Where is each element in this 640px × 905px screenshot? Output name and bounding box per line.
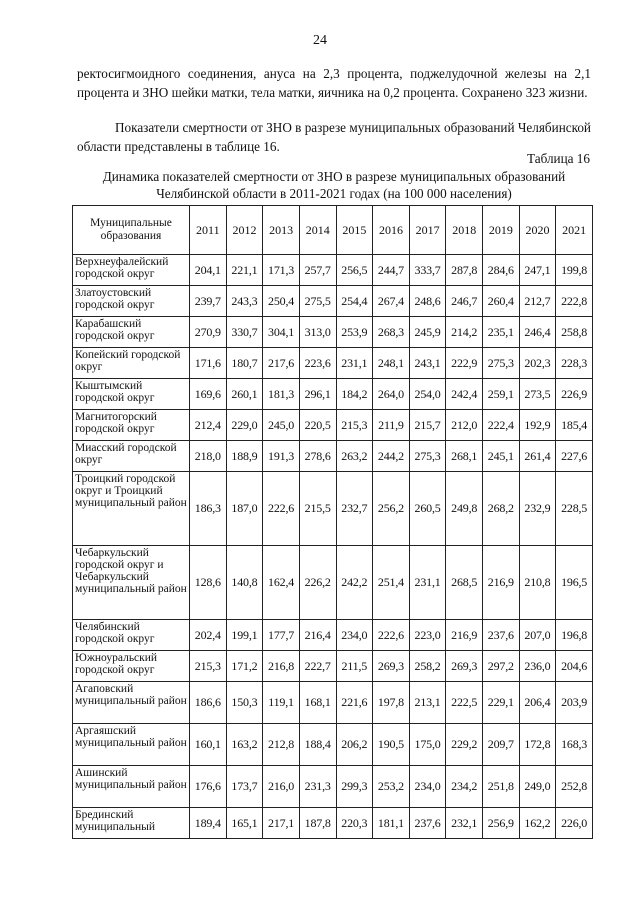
mortality-value-cell: 258,8	[556, 317, 593, 348]
mortality-value-cell: 190,5	[373, 724, 410, 766]
mortality-value-cell: 199,1	[226, 620, 263, 651]
mortality-value-cell: 245,0	[263, 410, 300, 441]
mortality-value-cell: 180,7	[226, 348, 263, 379]
mortality-value-cell: 192,9	[519, 410, 556, 441]
mortality-value-cell: 253,9	[336, 317, 373, 348]
mortality-value-cell: 278,6	[299, 441, 336, 472]
mortality-value-cell: 215,3	[336, 410, 373, 441]
mortality-value-cell: 232,1	[446, 808, 483, 839]
mortality-value-cell: 251,4	[373, 546, 410, 620]
municipality-name-cell: Чебаркульский городской округ и Чебаркульский муниципальный район	[73, 546, 190, 620]
column-header-year: 2019	[483, 206, 520, 255]
municipality-name-cell: Троицкий городской округ и Троицкий муниципальный район	[73, 472, 190, 546]
mortality-value-cell: 212,4	[190, 410, 227, 441]
mortality-value-cell: 226,2	[299, 546, 336, 620]
mortality-value-cell: 160,1	[190, 724, 227, 766]
mortality-value-cell: 269,3	[373, 651, 410, 682]
mortality-value-cell: 232,7	[336, 472, 373, 546]
mortality-value-cell: 268,1	[446, 441, 483, 472]
mortality-value-cell: 249,8	[446, 472, 483, 546]
mortality-value-cell: 231,1	[409, 546, 446, 620]
table-row	[73, 441, 593, 472]
mortality-value-cell: 171,6	[190, 348, 227, 379]
body-paragraph: ректосигмоидного соединения, ануса на 2,3 процента, поджелудочной железы на 2,1 процента и ЗНО шейки матки, тела матки, яичника на 0,2 процента. Сохранено 323 жизни.	[77, 66, 591, 100]
mortality-value-cell: 220,3	[336, 808, 373, 839]
mortality-value-cell: 254,0	[409, 379, 446, 410]
mortality-value-cell: 176,6	[190, 766, 227, 808]
mortality-value-cell: 217,6	[263, 348, 300, 379]
mortality-value-cell: 256,9	[483, 808, 520, 839]
mortality-value-cell: 181,3	[263, 379, 300, 410]
mortality-value-cell: 333,7	[409, 255, 446, 286]
mortality-value-cell: 243,3	[226, 286, 263, 317]
mortality-value-cell: 244,7	[373, 255, 410, 286]
mortality-value-cell: 220,5	[299, 410, 336, 441]
mortality-value-cell: 171,2	[226, 651, 263, 682]
mortality-value-cell: 222,9	[446, 348, 483, 379]
mortality-value-cell: 217,1	[263, 808, 300, 839]
mortality-value-cell: 234,2	[446, 766, 483, 808]
mortality-value-cell: 222,6	[263, 472, 300, 546]
column-header-year: 2016	[373, 206, 410, 255]
mortality-value-cell: 215,7	[409, 410, 446, 441]
mortality-value-cell: 222,8	[556, 286, 593, 317]
mortality-value-cell: 229,2	[446, 724, 483, 766]
table-row	[73, 472, 593, 546]
municipality-name-cell: Ашинский муниципальный район	[73, 766, 190, 808]
mortality-table	[72, 205, 593, 839]
column-header-year: 2012	[226, 206, 263, 255]
municipality-name-cell: Магнитогорский городской округ	[73, 410, 190, 441]
mortality-value-cell: 246,4	[519, 317, 556, 348]
column-header-year: 2011	[190, 206, 227, 255]
mortality-value-cell: 252,8	[556, 766, 593, 808]
mortality-value-cell: 260,1	[226, 379, 263, 410]
mortality-value-cell: 162,4	[263, 546, 300, 620]
mortality-value-cell: 162,2	[519, 808, 556, 839]
column-header-year: 2013	[263, 206, 300, 255]
mortality-value-cell: 261,4	[519, 441, 556, 472]
table-row	[73, 286, 593, 317]
mortality-value-cell: 172,8	[519, 724, 556, 766]
mortality-value-cell: 196,8	[556, 620, 593, 651]
mortality-value-cell: 215,3	[190, 651, 227, 682]
mortality-value-cell: 250,4	[263, 286, 300, 317]
mortality-value-cell: 237,6	[483, 620, 520, 651]
column-header-year: 2017	[409, 206, 446, 255]
mortality-value-cell: 227,6	[556, 441, 593, 472]
mortality-value-cell: 197,8	[373, 682, 410, 724]
table-row	[73, 546, 593, 620]
mortality-value-cell: 191,3	[263, 441, 300, 472]
mortality-value-cell: 313,0	[299, 317, 336, 348]
mortality-value-cell: 229,1	[483, 682, 520, 724]
mortality-value-cell: 221,6	[336, 682, 373, 724]
mortality-value-cell: 232,9	[519, 472, 556, 546]
mortality-value-cell: 239,7	[190, 286, 227, 317]
column-header-year: 2020	[519, 206, 556, 255]
page-number: 24	[313, 33, 327, 48]
mortality-value-cell: 268,5	[446, 546, 483, 620]
mortality-value-cell: 215,5	[299, 472, 336, 546]
mortality-value-cell: 181,1	[373, 808, 410, 839]
mortality-value-cell: 202,3	[519, 348, 556, 379]
mortality-value-cell: 216,8	[263, 651, 300, 682]
mortality-value-cell: 222,4	[483, 410, 520, 441]
mortality-value-cell: 256,5	[336, 255, 373, 286]
column-header-year: 2015	[336, 206, 373, 255]
column-header-year: 2018	[446, 206, 483, 255]
mortality-value-cell: 168,1	[299, 682, 336, 724]
table-row	[73, 379, 593, 410]
table-row	[73, 255, 593, 286]
mortality-value-cell: 254,4	[336, 286, 373, 317]
mortality-value-cell: 211,5	[336, 651, 373, 682]
body-paragraph: Показатели смертности от ЗНО в разрезе муниципальных образований Челябинской области представлены в таблице 16.	[77, 120, 591, 154]
mortality-value-cell: 196,5	[556, 546, 593, 620]
mortality-value-cell: 216,4	[299, 620, 336, 651]
mortality-value-cell: 253,2	[373, 766, 410, 808]
mortality-value-cell: 257,7	[299, 255, 336, 286]
mortality-value-cell: 304,1	[263, 317, 300, 348]
table-row	[73, 651, 593, 682]
mortality-value-cell: 256,2	[373, 472, 410, 546]
mortality-value-cell: 212,0	[446, 410, 483, 441]
municipality-name-cell: Агаповский муниципальный район	[73, 682, 190, 724]
mortality-value-cell: 222,5	[446, 682, 483, 724]
mortality-value-cell: 210,8	[519, 546, 556, 620]
mortality-value-cell: 165,1	[226, 808, 263, 839]
mortality-value-cell: 186,3	[190, 472, 227, 546]
table-header-row	[73, 206, 593, 255]
mortality-value-cell: 264,0	[373, 379, 410, 410]
mortality-value-cell: 204,1	[190, 255, 227, 286]
mortality-value-cell: 287,8	[446, 255, 483, 286]
mortality-value-cell: 186,6	[190, 682, 227, 724]
mortality-value-cell: 267,4	[373, 286, 410, 317]
mortality-value-cell: 207,0	[519, 620, 556, 651]
mortality-value-cell: 222,7	[299, 651, 336, 682]
mortality-value-cell: 297,2	[483, 651, 520, 682]
mortality-value-cell: 218,0	[190, 441, 227, 472]
mortality-value-cell: 258,2	[409, 651, 446, 682]
mortality-value-cell: 189,4	[190, 808, 227, 839]
mortality-value-cell: 119,1	[263, 682, 300, 724]
municipality-name-cell: Челябинский городской округ	[73, 620, 190, 651]
municipality-name-cell: Миасский городской округ	[73, 441, 190, 472]
mortality-value-cell: 263,2	[336, 441, 373, 472]
column-header-municipality: Муниципальные образования	[73, 206, 190, 255]
mortality-value-cell: 214,2	[446, 317, 483, 348]
mortality-value-cell: 299,3	[336, 766, 373, 808]
mortality-value-cell: 234,0	[336, 620, 373, 651]
mortality-value-cell: 270,9	[190, 317, 227, 348]
mortality-value-cell: 275,3	[409, 441, 446, 472]
mortality-value-cell: 185,4	[556, 410, 593, 441]
mortality-value-cell: 163,2	[226, 724, 263, 766]
mortality-value-cell: 245,1	[483, 441, 520, 472]
mortality-value-cell: 175,0	[409, 724, 446, 766]
mortality-value-cell: 235,1	[483, 317, 520, 348]
mortality-value-cell: 150,3	[226, 682, 263, 724]
mortality-value-cell: 268,3	[373, 317, 410, 348]
mortality-value-cell: 231,3	[299, 766, 336, 808]
mortality-value-cell: 216,9	[483, 546, 520, 620]
mortality-value-cell: 188,4	[299, 724, 336, 766]
mortality-value-cell: 222,6	[373, 620, 410, 651]
mortality-value-cell: 228,5	[556, 472, 593, 546]
mortality-value-cell: 242,4	[446, 379, 483, 410]
mortality-value-cell: 223,6	[299, 348, 336, 379]
mortality-value-cell: 177,7	[263, 620, 300, 651]
mortality-value-cell: 229,0	[226, 410, 263, 441]
mortality-value-cell: 173,7	[226, 766, 263, 808]
mortality-value-cell: 213,1	[409, 682, 446, 724]
table-row	[73, 620, 593, 651]
table-label: Таблица 16	[527, 151, 590, 166]
mortality-value-cell: 330,7	[226, 317, 263, 348]
mortality-value-cell: 168,3	[556, 724, 593, 766]
mortality-value-cell: 237,6	[409, 808, 446, 839]
column-header-year: 2014	[299, 206, 336, 255]
table-row	[73, 766, 593, 808]
municipality-name-cell: Кыштымский городской округ	[73, 379, 190, 410]
mortality-value-cell: 284,6	[483, 255, 520, 286]
mortality-value-cell: 216,0	[263, 766, 300, 808]
mortality-value-cell: 211,9	[373, 410, 410, 441]
mortality-value-cell: 248,1	[373, 348, 410, 379]
table-caption: Динамика показателей смертности от ЗНО в разрезе муниципальных образований Челябинской области в 2011-2021 годах (на 100 000 населения)	[102, 169, 566, 201]
mortality-value-cell: 187,8	[299, 808, 336, 839]
municipality-name-cell: Копейский городской округ	[73, 348, 190, 379]
mortality-value-cell: 296,1	[299, 379, 336, 410]
mortality-value-cell: 260,4	[483, 286, 520, 317]
mortality-value-cell: 268,2	[483, 472, 520, 546]
municipality-name-cell: Верхнеуфалейский городской округ	[73, 255, 190, 286]
mortality-value-cell: 223,0	[409, 620, 446, 651]
table-row	[73, 317, 593, 348]
mortality-value-cell: 199,8	[556, 255, 593, 286]
column-header-year: 2021	[556, 206, 593, 255]
mortality-value-cell: 231,1	[336, 348, 373, 379]
mortality-value-cell: 140,8	[226, 546, 263, 620]
mortality-value-cell: 171,3	[263, 255, 300, 286]
mortality-value-cell: 248,6	[409, 286, 446, 317]
municipality-name-cell: Карабашский городской округ	[73, 317, 190, 348]
mortality-value-cell: 187,0	[226, 472, 263, 546]
mortality-value-cell: 273,5	[519, 379, 556, 410]
municipality-name-cell: Аргаяшский муниципальный район	[73, 724, 190, 766]
mortality-value-cell: 247,1	[519, 255, 556, 286]
mortality-value-cell: 228,3	[556, 348, 593, 379]
table-row	[73, 410, 593, 441]
municipality-name-cell: Златоустовский городской округ	[73, 286, 190, 317]
mortality-value-cell: 243,1	[409, 348, 446, 379]
mortality-value-cell: 269,3	[446, 651, 483, 682]
table-row	[73, 808, 593, 839]
mortality-value-cell: 212,8	[263, 724, 300, 766]
mortality-value-cell: 216,9	[446, 620, 483, 651]
mortality-value-cell: 203,9	[556, 682, 593, 724]
mortality-value-cell: 204,6	[556, 651, 593, 682]
mortality-value-cell: 209,7	[483, 724, 520, 766]
mortality-value-cell: 184,2	[336, 379, 373, 410]
mortality-value-cell: 202,4	[190, 620, 227, 651]
mortality-value-cell: 234,0	[409, 766, 446, 808]
mortality-value-cell: 206,4	[519, 682, 556, 724]
mortality-value-cell: 259,1	[483, 379, 520, 410]
mortality-value-cell: 226,0	[556, 808, 593, 839]
mortality-value-cell: 260,5	[409, 472, 446, 546]
mortality-value-cell: 244,2	[373, 441, 410, 472]
municipality-name-cell: Южноуральский городской округ	[73, 651, 190, 682]
mortality-value-cell: 236,0	[519, 651, 556, 682]
mortality-value-cell: 221,1	[226, 255, 263, 286]
mortality-value-cell: 242,2	[336, 546, 373, 620]
table-row	[73, 348, 593, 379]
mortality-value-cell: 226,9	[556, 379, 593, 410]
mortality-value-cell: 245,9	[409, 317, 446, 348]
mortality-value-cell: 275,3	[483, 348, 520, 379]
table-row	[73, 724, 593, 766]
table-row	[73, 682, 593, 724]
mortality-value-cell: 246,7	[446, 286, 483, 317]
mortality-value-cell: 206,2	[336, 724, 373, 766]
municipality-name-cell: Брединский муниципальный	[73, 808, 190, 839]
mortality-value-cell: 128,6	[190, 546, 227, 620]
mortality-value-cell: 212,7	[519, 286, 556, 317]
mortality-value-cell: 188,9	[226, 441, 263, 472]
mortality-value-cell: 275,5	[299, 286, 336, 317]
mortality-value-cell: 249,0	[519, 766, 556, 808]
mortality-value-cell: 169,6	[190, 379, 227, 410]
mortality-value-cell: 251,8	[483, 766, 520, 808]
